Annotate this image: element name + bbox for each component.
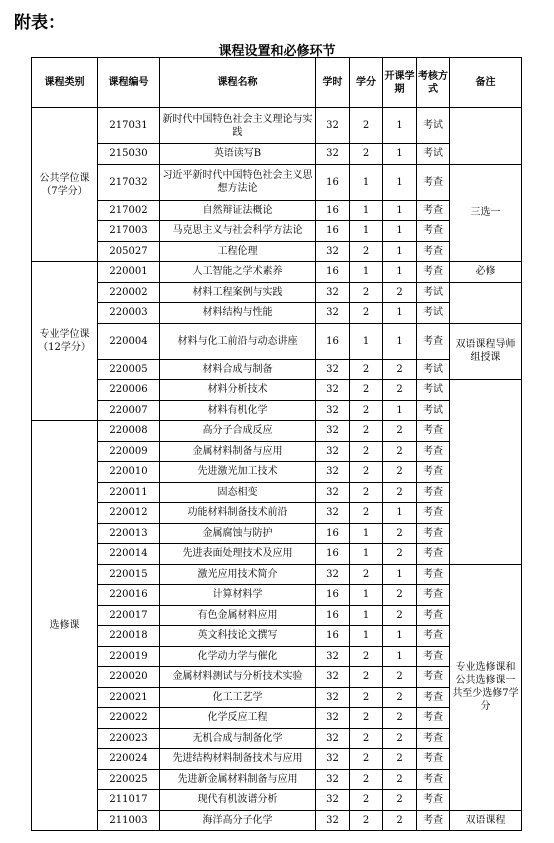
name-cell: 金属腐蚀与防护 [160,523,316,544]
exam-cell: 考查 [417,769,450,790]
table-row [32,728,522,749]
table-row [32,221,522,242]
hours-cell: 32 [316,282,350,303]
exam-cell: 考查 [417,687,450,708]
header-note: 备注 [450,58,522,108]
name-cell: 工程伦理 [160,241,316,262]
semester-cell: 1 [383,564,417,585]
credits-cell: 1 [350,200,383,221]
table-row [32,790,522,811]
hours-cell: 16 [316,262,350,283]
table-row [32,810,522,831]
hours-cell: 16 [316,626,350,647]
table-row [32,441,522,462]
name-cell: 先进结构材料制备技术与应用 [160,749,316,770]
code-cell: 220017 [98,605,160,626]
credits-cell: 2 [350,646,383,667]
hours-cell: 32 [316,646,350,667]
table-body [32,108,522,831]
exam-cell: 考查 [417,749,450,770]
table-row [32,462,522,483]
code-cell: 220001 [98,262,160,283]
credits-cell: 2 [350,769,383,790]
code-cell: 220018 [98,626,160,647]
semester-cell: 2 [383,749,417,770]
hours-cell: 32 [316,810,350,831]
name-cell: 材料结构与性能 [160,303,316,324]
hours-cell: 32 [316,708,350,729]
semester-cell: 1 [383,303,417,324]
hours-cell: 32 [316,749,350,770]
hours-cell: 32 [316,241,350,262]
code-cell: 220022 [98,708,160,729]
semester-cell: 2 [383,462,417,483]
table-row [32,564,522,585]
hours-cell: 32 [316,503,350,524]
table-row [32,380,522,401]
header-semester: 开课学期 [383,58,417,108]
exam-cell: 考查 [417,200,450,221]
table-row [32,544,522,565]
code-cell: 215030 [98,144,160,165]
semester-cell: 1 [383,241,417,262]
code-cell: 220024 [98,749,160,770]
header-credits: 学分 [350,58,383,108]
semester-cell: 1 [383,400,417,421]
name-cell: 计算材料学 [160,585,316,606]
code-cell: 211003 [98,810,160,831]
semester-cell: 2 [383,687,417,708]
table-row [32,421,522,442]
credits-cell: 2 [350,667,383,688]
header-category: 课程类别 [32,58,98,108]
exam-cell: 考查 [417,503,450,524]
exam-cell: 考查 [417,462,450,483]
table-row [32,282,522,303]
hours-cell: 32 [316,421,350,442]
semester-cell: 2 [383,810,417,831]
exam-cell: 考查 [417,790,450,811]
table-row [32,708,522,729]
appendix-heading: 附表： [14,13,65,33]
hours-cell: 16 [316,544,350,565]
name-cell: 自然辩证法概论 [160,200,316,221]
credits-cell: 1 [350,626,383,647]
semester-cell: 2 [383,282,417,303]
credits-cell: 1 [350,544,383,565]
table-row [32,303,522,324]
hours-cell: 32 [316,687,350,708]
category-cell: 选修课 [32,421,98,831]
hours-cell: 16 [316,585,350,606]
exam-cell: 考查 [417,544,450,565]
table-row [32,667,522,688]
exam-cell: 考试 [417,282,450,303]
hours-cell: 16 [316,605,350,626]
exam-cell: 考查 [417,810,450,831]
exam-cell: 考查 [417,728,450,749]
note-cell: 必修 [450,262,522,283]
exam-cell: 考试 [417,303,450,324]
name-cell: 先进表面处理技术及应用 [160,544,316,565]
credits-cell: 2 [350,400,383,421]
semester-cell: 2 [383,585,417,606]
hours-cell: 32 [316,790,350,811]
credits-cell: 1 [350,221,383,242]
name-cell: 英文科技论文撰写 [160,626,316,647]
hours-cell: 32 [316,728,350,749]
hours-cell: 32 [316,667,350,688]
code-cell: 205027 [98,241,160,262]
semester-cell: 2 [383,380,417,401]
semester-cell: 1 [383,262,417,283]
code-cell: 217003 [98,221,160,242]
credits-cell: 2 [350,810,383,831]
exam-cell: 考查 [417,667,450,688]
exam-cell: 考试 [417,380,450,401]
credits-cell: 1 [350,164,383,200]
credits-cell: 1 [350,585,383,606]
table-row [32,200,522,221]
name-cell: 人工智能之学术素养 [160,262,316,283]
hours-cell: 32 [316,380,350,401]
semester-cell: 2 [383,790,417,811]
hours-cell: 16 [316,523,350,544]
table-row [32,164,522,200]
name-cell: 化工工艺学 [160,687,316,708]
code-cell: 220011 [98,482,160,503]
note-cell: 三选一 [450,164,522,262]
table-row [32,749,522,770]
credits-cell: 1 [350,262,383,283]
table-row [32,241,522,262]
code-cell: 220008 [98,421,160,442]
table-row [32,646,522,667]
name-cell: 功能材料制备技术前沿 [160,503,316,524]
code-cell: 220006 [98,380,160,401]
name-cell: 有色金属材料应用 [160,605,316,626]
credits-cell: 1 [350,523,383,544]
semester-cell: 2 [383,605,417,626]
category-cell: 专业学位课（12学分） [32,262,98,421]
semester-cell: 2 [383,544,417,565]
name-cell: 金属材料制备与应用 [160,441,316,462]
credits-cell: 1 [350,605,383,626]
semester-cell: 1 [383,626,417,647]
hours-cell: 32 [316,359,350,380]
code-cell: 217031 [98,108,160,144]
note-cell [450,108,522,165]
table-row [32,108,522,144]
credits-cell: 1 [350,323,383,359]
semester-cell: 1 [383,323,417,359]
code-cell: 211017 [98,790,160,811]
exam-cell: 考查 [417,482,450,503]
code-cell: 220015 [98,564,160,585]
credits-cell: 2 [350,790,383,811]
name-cell: 化学动力学与催化 [160,646,316,667]
code-cell: 220013 [98,523,160,544]
hours-cell: 16 [316,200,350,221]
note-cell [450,380,522,565]
hours-cell: 32 [316,108,350,144]
name-cell: 新时代中国特色社会主义理论与实践 [160,108,316,144]
table-row [32,262,522,283]
name-cell: 习近平新时代中国特色社会主义思想方法论 [160,164,316,200]
name-cell: 英语读写B [160,144,316,165]
exam-cell: 考查 [417,708,450,729]
note-cell: 双语课程导师组授课 [450,323,522,380]
exam-cell: 考查 [417,585,450,606]
exam-cell: 考查 [417,523,450,544]
semester-cell: 1 [383,164,417,200]
code-cell: 220005 [98,359,160,380]
exam-cell: 考查 [417,241,450,262]
credits-cell: 2 [350,359,383,380]
credits-cell: 2 [350,441,383,462]
code-cell: 220014 [98,544,160,565]
header-row [32,58,522,108]
code-cell: 220002 [98,282,160,303]
name-cell: 无机合成与制备化学 [160,728,316,749]
table-row [32,769,522,790]
code-cell: 220010 [98,462,160,483]
hours-cell: 32 [316,564,350,585]
exam-cell: 考查 [417,421,450,442]
credits-cell: 2 [350,380,383,401]
table-title: 课程设置和必修环节 [218,44,336,59]
exam-cell: 考查 [417,605,450,626]
table-row [32,605,522,626]
exam-cell: 考查 [417,626,450,647]
hours-cell: 16 [316,323,350,359]
semester-cell: 1 [383,646,417,667]
semester-cell: 2 [383,482,417,503]
credits-cell: 2 [350,708,383,729]
code-cell: 220007 [98,400,160,421]
code-cell: 220016 [98,585,160,606]
hours-cell: 32 [316,769,350,790]
hours-cell: 16 [316,221,350,242]
credits-cell: 2 [350,421,383,442]
credits-cell: 2 [350,503,383,524]
name-cell: 材料合成与制备 [160,359,316,380]
name-cell: 现代有机波谱分析 [160,790,316,811]
code-cell: 217002 [98,200,160,221]
note-cell [450,282,522,323]
name-cell: 海洋高分子化学 [160,810,316,831]
header-exam: 考核方式 [417,58,450,108]
code-cell: 217032 [98,164,160,200]
exam-cell: 考查 [417,164,450,200]
header-code: 课程编号 [98,58,160,108]
hours-cell: 32 [316,441,350,462]
semester-cell: 2 [383,728,417,749]
semester-cell: 2 [383,769,417,790]
semester-cell: 2 [383,359,417,380]
credits-cell: 2 [350,728,383,749]
code-cell: 220019 [98,646,160,667]
exam-cell: 考试 [417,108,450,144]
exam-cell: 考查 [417,323,450,359]
exam-cell: 考试 [417,359,450,380]
credits-cell: 2 [350,303,383,324]
semester-cell: 1 [383,108,417,144]
credits-cell: 2 [350,564,383,585]
code-cell: 220012 [98,503,160,524]
name-cell: 材料分析技术 [160,380,316,401]
credits-cell: 2 [350,687,383,708]
credits-cell: 2 [350,282,383,303]
semester-cell: 2 [383,441,417,462]
category-cell: 公共学位课（7学分） [32,108,98,262]
code-cell: 220023 [98,728,160,749]
table-row [32,144,522,165]
exam-cell: 考查 [417,221,450,242]
table-row [32,626,522,647]
name-cell: 材料有机化学 [160,400,316,421]
semester-cell: 2 [383,708,417,729]
table-row [32,523,522,544]
exam-cell: 考试 [417,144,450,165]
credits-cell: 2 [350,482,383,503]
credits-cell: 2 [350,241,383,262]
hours-cell: 32 [316,303,350,324]
note-cell: 专业选修课和公共选修课一共至少选修7学分 [450,564,522,810]
code-cell: 220009 [98,441,160,462]
exam-cell: 考查 [417,262,450,283]
hours-cell: 32 [316,482,350,503]
name-cell: 金属材料测试与分析技术实验 [160,667,316,688]
code-cell: 220003 [98,303,160,324]
name-cell: 材料与化工前沿与动态讲座 [160,323,316,359]
table-row [32,323,522,359]
name-cell: 高分子合成反应 [160,421,316,442]
header-name: 课程名称 [160,58,316,108]
table-row [32,359,522,380]
name-cell: 先进新金属材料制备与应用 [160,769,316,790]
hours-cell: 16 [316,164,350,200]
table-row [32,482,522,503]
hours-cell: 32 [316,144,350,165]
hours-cell: 32 [316,400,350,421]
exam-cell: 考试 [417,400,450,421]
code-cell: 220004 [98,323,160,359]
table-row [32,687,522,708]
name-cell: 化学反应工程 [160,708,316,729]
semester-cell: 2 [383,523,417,544]
name-cell: 激光应用技术简介 [160,564,316,585]
course-table [31,57,522,831]
name-cell: 先进激光加工技术 [160,462,316,483]
semester-cell: 2 [383,421,417,442]
table-row [32,503,522,524]
name-cell: 马克思主义与社会科学方法论 [160,221,316,242]
exam-cell: 考查 [417,646,450,667]
code-cell: 220020 [98,667,160,688]
exam-cell: 考查 [417,564,450,585]
credits-cell: 2 [350,108,383,144]
exam-cell: 考查 [417,441,450,462]
name-cell: 材料工程案例与实践 [160,282,316,303]
name-cell: 固态相变 [160,482,316,503]
code-cell: 220021 [98,687,160,708]
semester-cell: 1 [383,200,417,221]
note-cell: 双语课程 [450,810,522,831]
semester-cell: 1 [383,144,417,165]
semester-cell: 2 [383,667,417,688]
semester-cell: 1 [383,221,417,242]
code-cell: 220025 [98,769,160,790]
hours-cell: 32 [316,462,350,483]
credits-cell: 2 [350,144,383,165]
semester-cell: 1 [383,503,417,524]
table-row [32,585,522,606]
header-hours: 学时 [316,58,350,108]
table-row [32,400,522,421]
credits-cell: 2 [350,749,383,770]
credits-cell: 2 [350,462,383,483]
